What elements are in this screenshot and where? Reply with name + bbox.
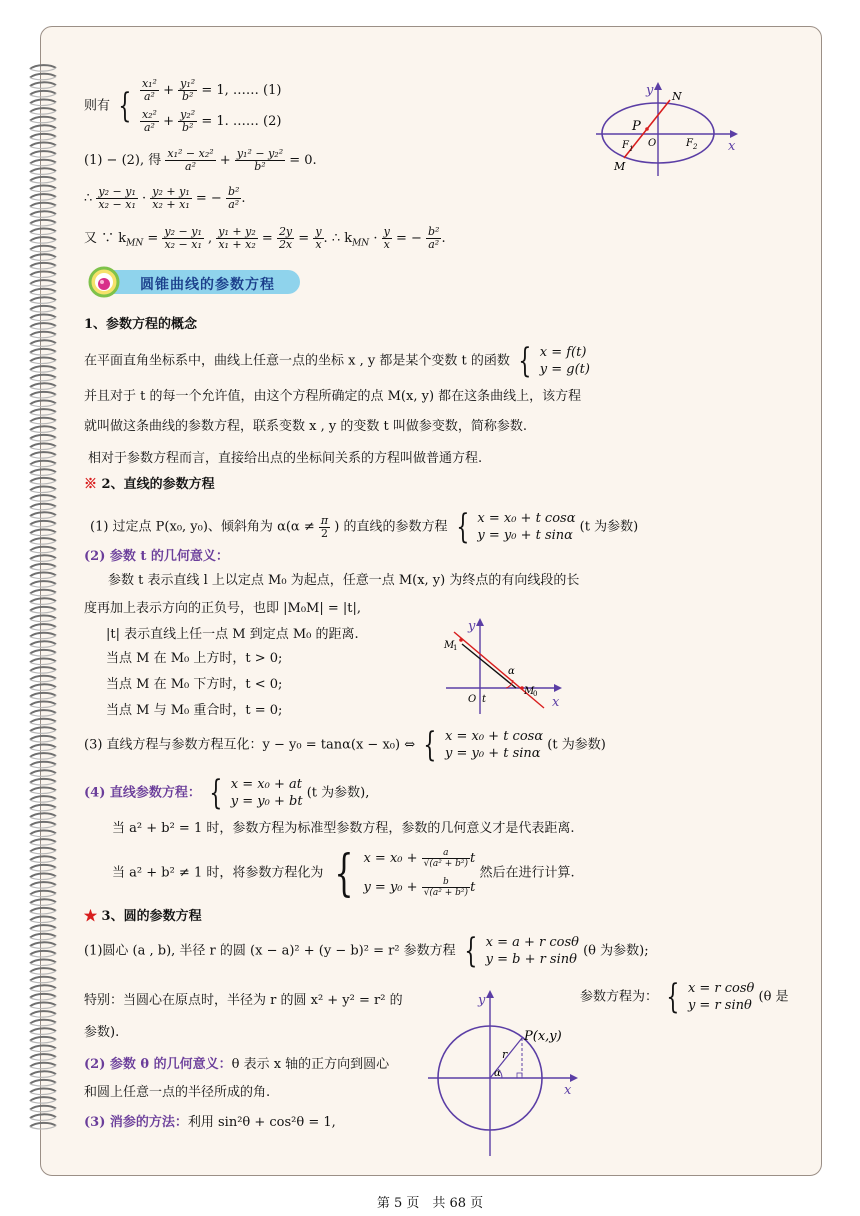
s3-item3: (3) 消参的方法：利用 sin²θ + cos²θ = 1, <box>84 1115 336 1130</box>
svg-text:1: 1 <box>629 145 634 153</box>
svg-text:M: M <box>524 686 535 697</box>
eq2-tail: = 1. …… (2) <box>201 114 282 129</box>
ellipse-y-label: y <box>646 83 654 98</box>
s1-p2: 并且对于 t 的每一个允许值，由这个方程所确定的点 M(x, y) 都在这条曲线上，该方程 <box>84 389 582 404</box>
svg-text:y: y <box>468 619 476 634</box>
svg-text:t: t <box>482 694 487 705</box>
s1-heading: 1、参数方程的概念 <box>84 317 198 332</box>
s1-p1: 在平面直角坐标系中，曲线上任意一点的坐标 x , y 都是某个变数 t 的函数 { x = f(t) y = g(t) <box>84 341 590 381</box>
s3-special-end: 参数). <box>84 1025 120 1040</box>
line-diagram <box>440 612 570 716</box>
s3-item1: (1)圆心 (a , b), 半径 r 的圆 (x − a)² + (y − b)² = r² 参数方程 { x = a + r cosθ y = b + r sinθ (θ 为参数); <box>84 931 649 971</box>
eq1-tail: = 1, …… (1) <box>201 83 282 98</box>
s2-item4-p1: 当 a² + b² = 1 时，参数方程为标准型参数方程，参数的几何意义才是代表距离. <box>112 821 575 836</box>
s2-item2-p5: 当点 M 在 M₀ 下方时，t < 0; <box>106 677 283 692</box>
ellipse-x-label: x <box>728 139 736 154</box>
page-footer: 第 5 页 共 68 页 <box>376 1196 484 1211</box>
s2-item2-p3: |t| 表示直线上任一点 M 到定点 M₀ 的距离. <box>106 627 359 642</box>
s3-item2: (2) 参数 θ 的几何意义：θ 表示 x 轴的正方向到圆心 <box>84 1057 390 1072</box>
s2-item2-heading: (2) 参数 t 的几何意义： <box>84 549 229 564</box>
svg-text:x: x <box>564 1083 572 1098</box>
s3-special: 特别：当圆心在原点时，半径为 r 的圆 x² + y² = r² 的 <box>84 993 403 1008</box>
s2-item4: (4) 直线参数方程： { x = x₀ + at y = y₀ + bt (t 为参数), <box>84 773 370 813</box>
svg-text:M: M <box>444 640 455 651</box>
ellipse-f1-label: F <box>622 140 629 151</box>
zeyou-text: 则有 <box>84 98 111 114</box>
ellipse-n-label: N <box>672 90 682 103</box>
reference-mark-icon: ※ <box>84 477 98 492</box>
s1-p4: 相对于参数方程而言，直接给出点的坐标间关系的方程叫做普通方程. <box>88 451 483 466</box>
s2-item2-p4: 当点 M 在 M₀ 上方时，t > 0; <box>106 651 283 666</box>
s1-p3: 就叫做这条曲线的参数方程，联系变数 x , y 的变数 t 叫做参变数，简称参数. <box>84 419 527 434</box>
s3-heading: ★ 3、圆的参数方程 <box>84 909 202 924</box>
s2-item3: (3) 直线方程与参数方程互化：y − y₀ = tanα(x − x₀) ⇔ { x = x₀ + t cosα y = y₀ + t sinα (t 为参数) <box>84 725 606 765</box>
ellipse-o-label: O <box>648 138 657 149</box>
ellipse-diagram <box>596 78 746 178</box>
eq-slope: 又 ∵ $k_{MN}$ = $\frac{\text{y₂ − y₁}}{\text{x₂ − x₁}}$ , $\frac{\text{y₁ + y₂}}{\text{x₁ + x₂}}$ = $\frac{2y}{2x}$ = $\frac{y}{x}$ . ∴ $k_{MN}$ · $\frac{y}{x}$ = − $\frac{\text{b²}}{\text{a²}}$ . <box>84 225 446 251</box>
s2-item2-p6: 当点 M 与 M₀ 重合时，t = 0; <box>106 703 283 718</box>
s2-item1: (1) 过定点 P(x₀, y₀)、倾斜角为 α(α ≠ $\frac{\pi}{2}$ ) 的直线的参数方程 { x = x₀ + t cosα y = y₀ + t sinα (t 为参数) <box>90 507 639 547</box>
svg-text:r: r <box>502 1048 508 1061</box>
s2-item4-p2: 当 a² + b² ≠ 1 时，将参数方程化为 { x = x₀ + $\frac{a}{\text{√(a² + b²)}}$ t y = y₀ + $\frac{b}{\text{√(a² + b²)}}$ t 然后在进行计算. <box>112 844 575 902</box>
banner-ball-icon <box>88 266 122 300</box>
ellipse-p-label: P <box>632 119 641 134</box>
s3-item2-p2: 和圆上任意一点的半径所成的角. <box>84 1085 271 1100</box>
eq-system-ellipse: 则有 { $\frac{\text{x₁²}}{\text{a²}}$ + $\frac{\text{y₁²}}{\text{b²}}$ = 1, …… (1) $\frac{\text{x₂²}}{\text{a²}}$ + $\frac{\text{y₂²}}{\text{b²}}$ = 1. …… (2) <box>84 77 282 134</box>
section-banner <box>88 266 302 296</box>
eq-therefore: ∴ $\frac{\text{y₂ − y₁}}{\text{x₂ − x₁}}$ · $\frac{\text{y₂ + y₁}}{\text{x₂ + x₁}}$ = − $\frac{\text{b²}}{\text{a²}}$ . <box>84 185 246 211</box>
svg-text:2: 2 <box>693 143 698 151</box>
ellipse-f2-label: F <box>686 138 693 149</box>
svg-text:P(x,y): P(x,y) <box>524 1029 562 1044</box>
star-icon: ★ <box>84 909 98 924</box>
banner-title: 圆锥曲线的参数方程 <box>140 277 275 293</box>
svg-text:α: α <box>508 666 515 677</box>
s2-heading: ※ 2、直线的参数方程 <box>84 477 215 492</box>
svg-text:x: x <box>552 695 560 710</box>
svg-text:α: α <box>494 1068 501 1079</box>
s3-special-right: 参数方程为： { x = r cosθ y = r sinθ (θ 是 <box>580 977 789 1017</box>
s2-item2-p2: 度再加上表示方向的正负号，也即 |M₀M| = |t|, <box>84 601 361 616</box>
circle-diagram <box>424 988 584 1158</box>
eq-difference: (1) − (2), 得 $\frac{\text{x₁² − x₂²}}{\text{a²}}$ + $\frac{\text{y₁² − y₂²}}{\text{b²}}$ = 0. <box>84 147 317 173</box>
s2-item2-p1: 参数 t 表示直线 l 上以定点 M₀ 为起点，任意一点 M(x, y) 为终点的有向线段的长 <box>108 573 580 588</box>
svg-text:O: O <box>468 694 477 705</box>
spiral-binding <box>28 62 58 1134</box>
ellipse-m-label: M <box>614 160 626 173</box>
svg-text:1: 1 <box>453 644 458 652</box>
svg-text:0: 0 <box>533 690 538 698</box>
svg-text:y: y <box>478 993 486 1008</box>
